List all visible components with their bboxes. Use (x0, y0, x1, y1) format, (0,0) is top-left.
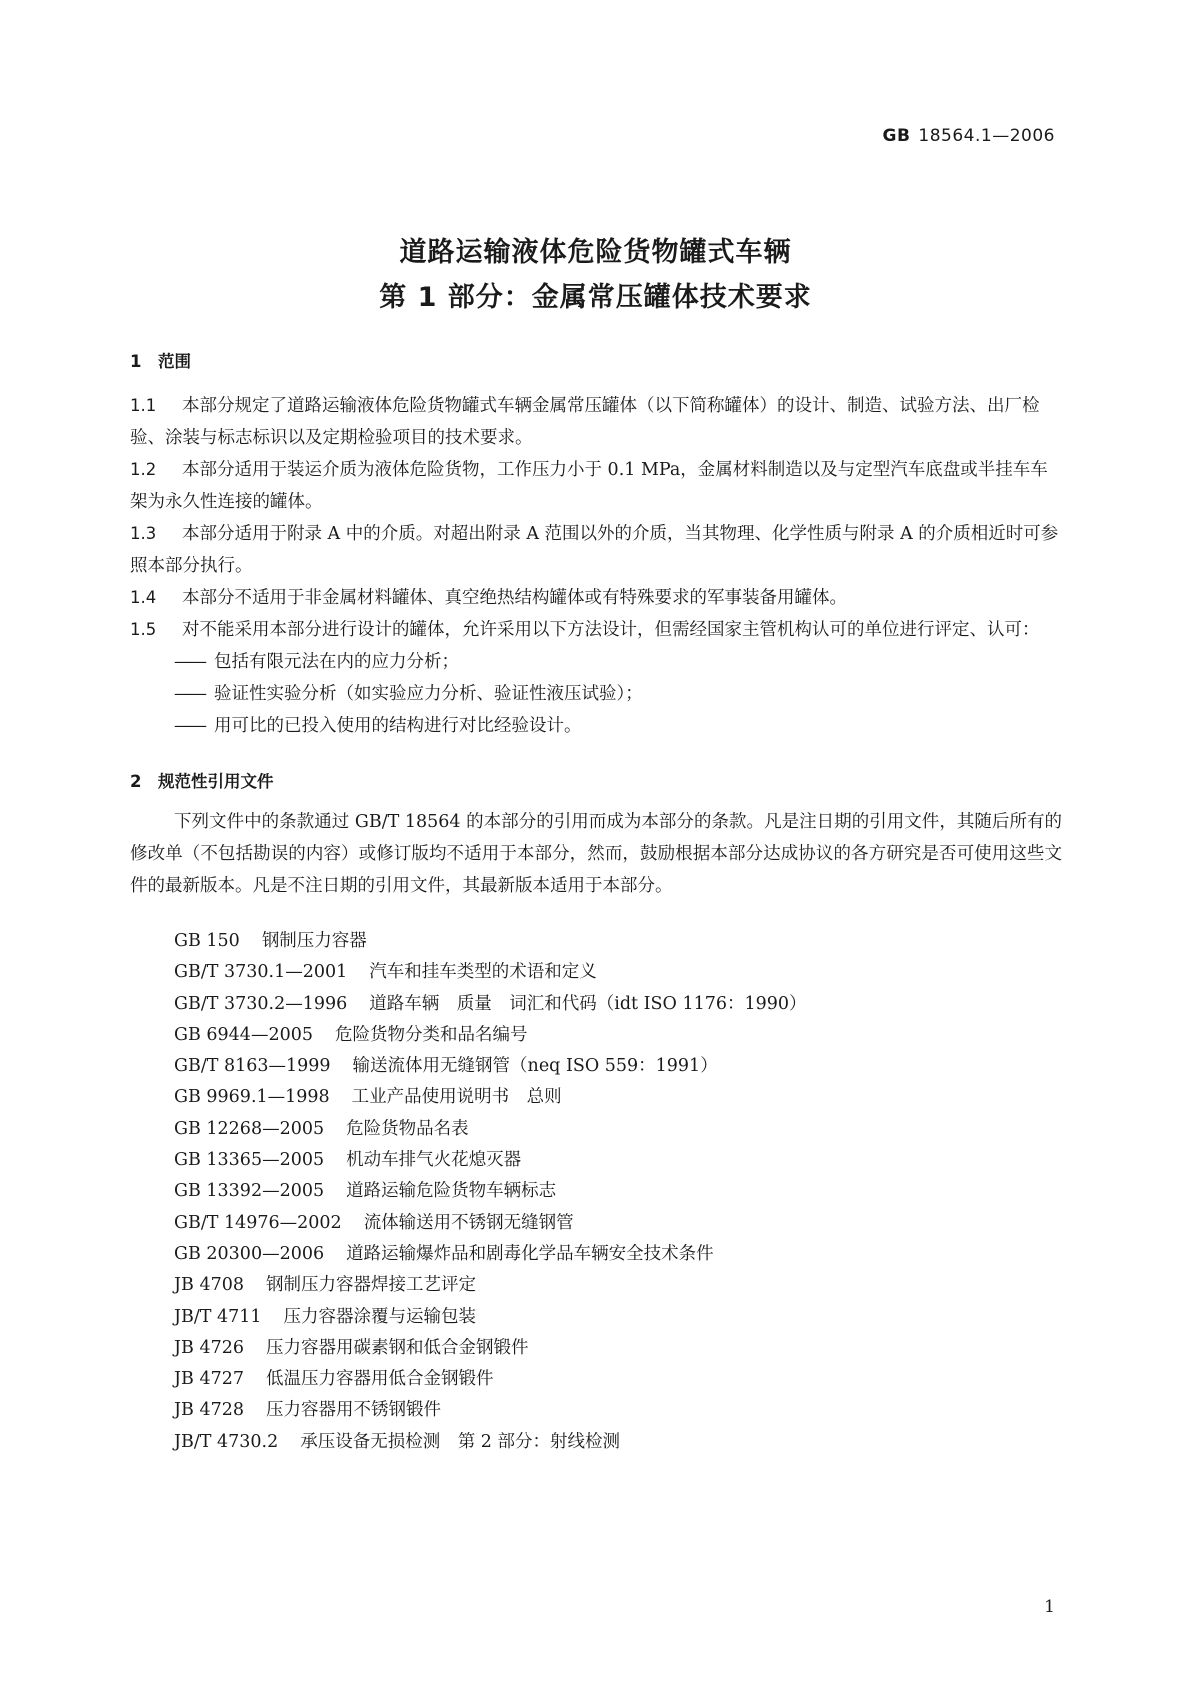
section-number: 1 (130, 352, 142, 371)
clause-number: 1.2 (130, 460, 157, 479)
reference-code: GB 20300—2006 (174, 1243, 325, 1264)
reference-title: 道路车辆 质量 词汇和代码（idt ISO 1176：1990） (369, 993, 807, 1014)
dash-item-text: 验证性实验分析（如实验应力分析、验证性液压试验）； (214, 684, 643, 704)
reference-title: 压力容器涂覆与运输包装 (283, 1306, 477, 1327)
reference-code: GB 9969.1—1998 (174, 1087, 330, 1108)
clause-text: 本部分规定了道路运输液体危险货物罐式车辆金属常压罐体（以下简称罐体）的设计、制造、试验方法、出厂检验、涂装与标志标识以及定期检验项目的技术要求。 (130, 396, 1040, 448)
reference-code: GB 6944—2005 (174, 1024, 313, 1045)
section-title: 范围 (158, 352, 191, 371)
clause-number: 1.1 (130, 396, 157, 415)
reference-item (174, 1208, 1054, 1239)
standard-identifier (883, 126, 1056, 146)
reference-code: JB 4728 (174, 1400, 244, 1421)
reference-item (174, 1333, 1054, 1364)
document-title-line2: 第 1 部分：金属常压罐体技术要求 (379, 282, 812, 313)
clause-1-5 (130, 614, 1062, 646)
reference-code: GB/T 3730.1—2001 (174, 962, 348, 983)
reference-code: GB/T 3730.2—1996 (174, 993, 348, 1014)
reference-item (174, 1427, 1054, 1458)
section-2-heading (130, 768, 274, 792)
standard-prefix: GB (882, 126, 911, 146)
reference-item (174, 1176, 1054, 1207)
reference-code: GB 150 (174, 931, 240, 951)
reference-title: 危险货物品名表 (346, 1118, 469, 1139)
reference-title: 道路运输危险货物车辆标志 (346, 1181, 557, 1202)
reference-title: 流体输送用不锈钢无缝钢管 (363, 1212, 574, 1233)
reference-item (174, 1364, 1054, 1395)
reference-code: GB 12268—2005 (174, 1118, 325, 1139)
clause-1-1 (130, 390, 1062, 454)
reference-item (174, 1239, 1054, 1270)
normative-references-list (174, 926, 1054, 1458)
intro-paragraph: 下列文件中的条款通过 GB/T 18564 的本部分的引用而成为本部分的条款。凡是注日期的引用文件，其随后所有的修改单（不包括勘误的内容）或修订版均不适用于本部分，然而，鼓励根据本部分达成协议的各方研究是否可使用这些文件的最新版本。凡是不注日期的引用文件，其最新版本适用于本部分。 (130, 812, 1062, 896)
clause-number: 1.5 (130, 620, 157, 639)
reference-code: JB/T 4711 (174, 1306, 262, 1327)
clause-1-4 (130, 582, 1062, 614)
reference-title: 压力容器用碳素钢和低合金钢锻件 (265, 1337, 529, 1358)
reference-item (174, 926, 1054, 957)
section-title: 规范性引用文件 (158, 772, 274, 791)
clause-1-2 (130, 454, 1062, 518)
dash-marker: —— (174, 716, 205, 736)
reference-title: 机动车排气火花熄灭器 (346, 1150, 522, 1171)
reference-title: 工业产品使用说明书 总则 (351, 1087, 562, 1108)
standard-number: 18564.1—2006 (918, 126, 1055, 146)
section-number: 2 (130, 772, 142, 791)
reference-item (174, 1020, 1054, 1051)
dash-marker: —— (174, 684, 205, 704)
reference-item (174, 1270, 1054, 1301)
clause-1-3 (130, 518, 1062, 582)
dash-list-item (130, 710, 1062, 742)
reference-item (174, 957, 1054, 988)
reference-code: JB 4727 (174, 1369, 244, 1390)
reference-title: 输送流体用无缝钢管（neq ISO 559：1991） (352, 1056, 718, 1077)
clause-text: 本部分适用于附录 A 中的介质。对超出附录 A 范围以外的介质，当其物理、化学性质与附录 A 的介质相近时可参照本部分执行。 (130, 524, 1059, 576)
dash-list-item (130, 646, 1062, 678)
reference-item (174, 1395, 1054, 1426)
reference-code: JB 4708 (174, 1275, 244, 1296)
reference-title: 承压设备无损检测 第 2 部分：射线检测 (300, 1431, 621, 1452)
reference-title: 钢制压力容器 (261, 931, 367, 951)
section-1-body (130, 390, 1062, 742)
reference-item (174, 989, 1054, 1020)
reference-title: 危险货物分类和品名编号 (334, 1024, 528, 1045)
reference-code: JB 4726 (174, 1337, 244, 1358)
reference-title: 压力容器用不锈钢锻件 (265, 1400, 441, 1421)
section-2-intro (130, 806, 1062, 902)
reference-code: GB/T 8163—1999 (174, 1056, 331, 1077)
reference-code: GB/T 14976—2002 (174, 1212, 342, 1233)
dash-marker: —— (174, 652, 205, 672)
clause-text: 本部分不适用于非金属材料罐体、真空绝热结构罐体或有特殊要求的军事装备用罐体。 (182, 588, 847, 608)
clause-number: 1.3 (130, 524, 157, 543)
reference-title: 钢制压力容器焊接工艺评定 (265, 1275, 476, 1296)
dash-item-text: 用可比的已投入使用的结构进行对比经验设计。 (214, 716, 582, 736)
reference-item (174, 1145, 1054, 1176)
clause-text: 本部分适用于装运介质为液体危险货物，工作压力小于 0.1 MPa，金属材料制造以及与定型汽车底盘或半挂车车架为永久性连接的罐体。 (130, 460, 1048, 512)
reference-item (174, 1051, 1054, 1082)
reference-title: 汽车和挂车类型的术语和定义 (369, 962, 597, 983)
dash-list-item (130, 678, 1062, 710)
reference-title: 道路运输爆炸品和剧毒化学品车辆安全技术条件 (346, 1243, 714, 1264)
reference-code: GB 13392—2005 (174, 1181, 325, 1202)
reference-code: GB 13365—2005 (174, 1150, 325, 1171)
reference-item (174, 1302, 1054, 1333)
reference-item (174, 1114, 1054, 1145)
page-number: 1 (1044, 1597, 1055, 1617)
reference-title: 低温压力容器用低合金钢锻件 (265, 1369, 494, 1390)
reference-code: JB/T 4730.2 (174, 1431, 279, 1452)
dash-item-text: 包括有限元法在内的应力分析； (214, 652, 459, 672)
reference-item (174, 1082, 1054, 1113)
clause-text: 对不能采用本部分进行设计的罐体，允许采用以下方法设计，但需经国家主管机构认可的单位进行评定、认可： (182, 620, 1040, 640)
clause-number: 1.4 (130, 588, 157, 607)
section-1-heading (130, 348, 191, 372)
document-title-line1: 道路运输液体危险货物罐式车辆 (399, 237, 792, 268)
